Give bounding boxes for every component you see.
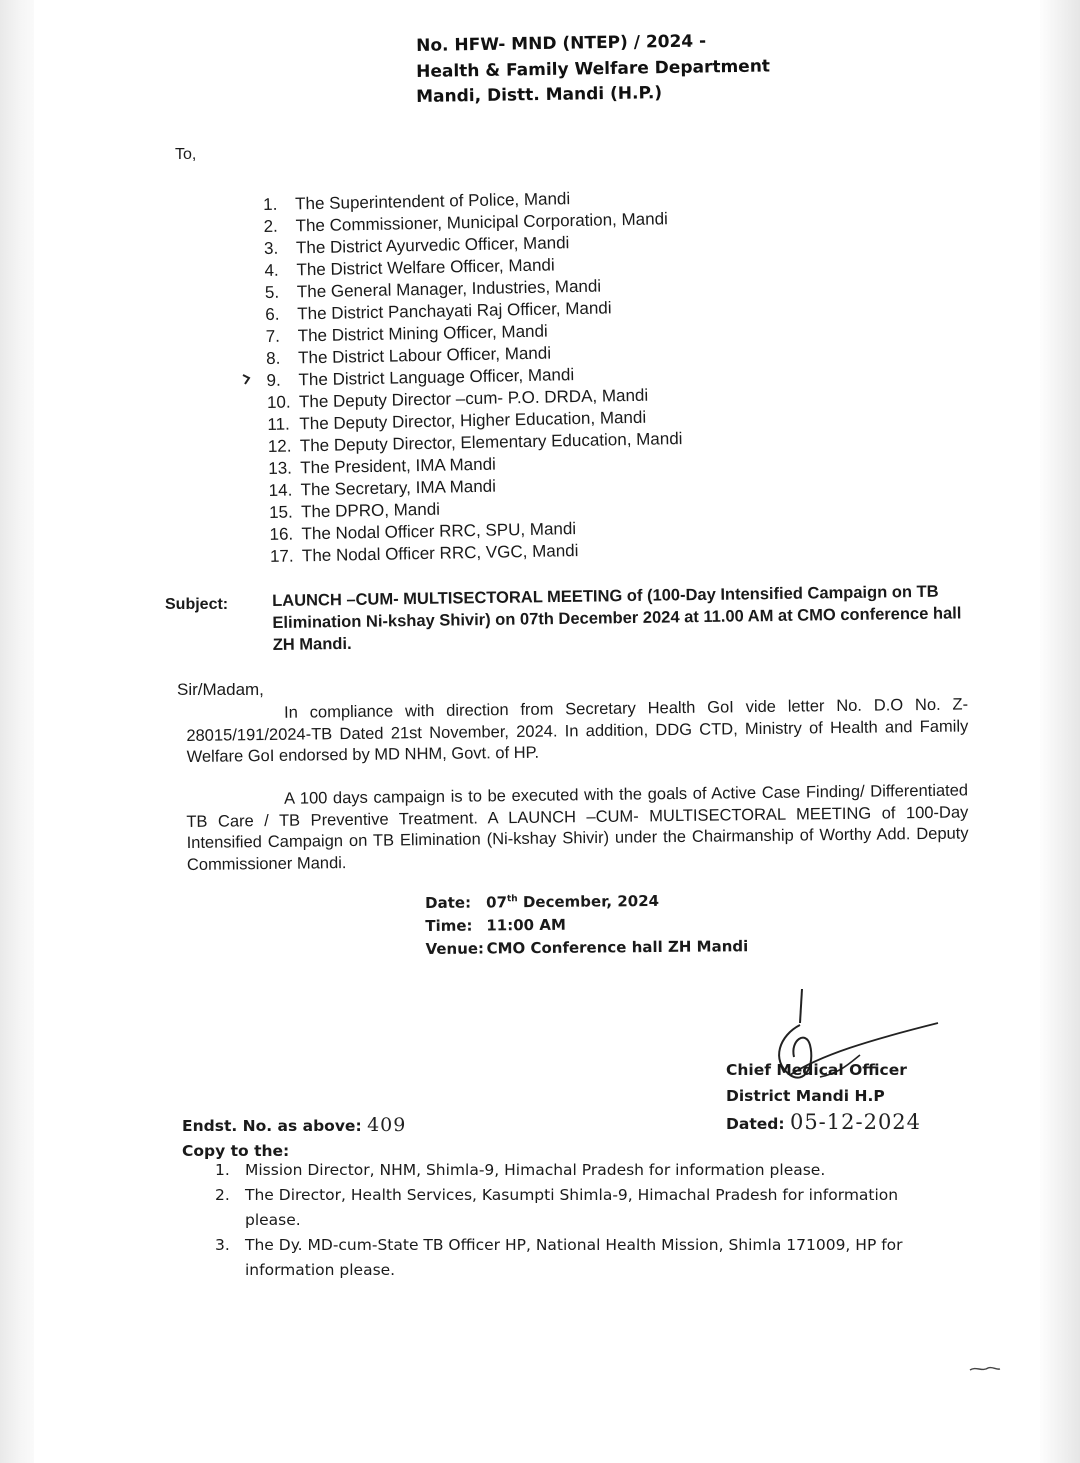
department-name: Health & Family Welfare Department xyxy=(416,56,771,82)
scan-mark xyxy=(968,1362,1002,1376)
meeting-venue-row xyxy=(425,935,748,961)
endorsement-label: Endst. No. as above: xyxy=(182,1117,362,1135)
item-number: 17. xyxy=(269,546,294,566)
paragraph-text: A 100 days campaign is to be executed with the goals of Active Case Finding/ Differentiated TB Care / TB Preventive Treatment. A LAUNCH –CUM- MULTISECTORAL MEETING of 100-Day Intensified Campaign on TB Elimination (Ni-kshay Shivir) under the Chairmanship of Worthy Add. Deputy Commissioner Mandi. xyxy=(186,781,969,874)
item-text: The Deputy Director –cum- P.O. DRDA, Mandi xyxy=(298,385,649,412)
venue-value: CMO Conference hall ZH Mandi xyxy=(486,937,749,958)
item-number: 13. xyxy=(268,458,293,478)
reference-number: No. HFW- MND (NTEP) / 2024 - xyxy=(416,31,707,56)
to-label: To, xyxy=(175,146,197,163)
meeting-date-row xyxy=(425,886,748,915)
salutation: Sir/Madam, xyxy=(177,680,264,699)
dated-label: Dated: xyxy=(726,1115,785,1133)
list-item xyxy=(215,1183,950,1233)
date-suffix: th xyxy=(506,894,518,905)
item-text: Mission Director, NHM, Shimla-9, Himachal Pradesh for information please. xyxy=(245,1161,826,1179)
office-location: Mandi, Distt. Mandi (H.P.) xyxy=(416,83,663,107)
item-text: The Secretary, IMA Mandi xyxy=(300,476,497,500)
item-text: The District Mining Officer, Mandi xyxy=(297,321,548,346)
body-paragraph-2 xyxy=(186,780,969,876)
item-number: 11. xyxy=(267,414,290,434)
item-text: The District Language Officer, Mandi xyxy=(298,365,575,390)
body-paragraph-1 xyxy=(186,694,969,768)
list-item xyxy=(215,1158,950,1183)
copy-to-list xyxy=(215,1158,950,1283)
subject-text: LAUNCH –CUM- MULTISECTORAL MEETING of (100-Day Intensified Campaign on TB Elimination Ni-kshay Shivir) on 07th December 2024 at 11.00 AM at CMO conference hall ZH Mandi. xyxy=(272,582,962,654)
item-number: 14. xyxy=(268,480,293,500)
date-day: 07 xyxy=(486,893,508,912)
item-number: 1. xyxy=(215,1161,230,1179)
item-number: 5. xyxy=(264,282,280,302)
meeting-details xyxy=(425,886,748,961)
item-text: The Deputy Director, Elementary Education, Mandi xyxy=(299,428,683,456)
page-shadow-left xyxy=(0,0,34,1463)
item-number: 3. xyxy=(263,238,279,258)
item-number: 2. xyxy=(263,216,278,236)
dated-value: 05-12-2024 xyxy=(789,1110,922,1134)
item-number: 1. xyxy=(263,194,278,214)
signatory-title: Chief Medical Officer xyxy=(726,1061,907,1079)
item-number: 8. xyxy=(265,348,281,368)
item-text: The Superintendent of Police, Mandi xyxy=(295,189,571,214)
time-value: 11:00 AM xyxy=(486,915,566,935)
meeting-time-row xyxy=(425,912,748,938)
item-text: The District Welfare Officer, Mandi xyxy=(296,255,555,280)
signatory-district: District Mandi H.P xyxy=(726,1087,885,1105)
item-text: The General Manager, Industries, Mandi xyxy=(296,276,602,302)
item-text: The Dy. MD-cum-State TB Officer HP, National Health Mission, Shimla 171009, HP for information please. xyxy=(245,1236,903,1279)
item-text: The District Ayurvedic Officer, Mandi xyxy=(295,233,570,258)
list-item xyxy=(215,1233,950,1283)
item-number: 3. xyxy=(215,1236,230,1254)
copy-to-label: Copy to the: xyxy=(182,1142,290,1160)
item-text: The DPRO, Mandi xyxy=(300,499,441,522)
venue-label: Venue: xyxy=(425,939,485,958)
endorsement-line xyxy=(182,1114,406,1136)
item-text: The Director, Health Services, Kasumpti Shimla-9, Himachal Pradesh for information please. xyxy=(245,1186,899,1229)
item-text: The Nodal Officer RRC, VGC, Mandi xyxy=(301,541,579,566)
date-rest: December, 2024 xyxy=(517,891,660,912)
page-shadow-right xyxy=(1040,0,1080,1463)
endorsement-number: 409 xyxy=(367,1114,407,1136)
item-number: 2. xyxy=(215,1186,230,1204)
signatory-block xyxy=(726,1057,921,1137)
item-number: 4. xyxy=(264,260,279,280)
dated-row xyxy=(726,1109,921,1137)
item-text: The Commissioner, Municipal Corporation, Mandi xyxy=(295,209,668,236)
paragraph-text: In compliance with direction from Secretary Health GoI vide letter No. D.O No. Z-28015/191/2024-TB Dated 21st November, 2024. In addition, DDG CTD, Ministry of Health and Family Welfare GoI endorsed by MD NHM, Govt. of HP. xyxy=(186,695,969,766)
item-text: The District Panchayati Raj Officer, Mandi xyxy=(297,298,612,324)
item-number: 6. xyxy=(265,304,280,324)
time-label: Time: xyxy=(425,916,473,935)
item-number: 7. xyxy=(265,326,281,346)
item-number: 16. xyxy=(269,524,294,544)
item-number: 10. xyxy=(266,392,291,412)
pen-tick-mark xyxy=(240,372,254,386)
item-number: 9. xyxy=(266,370,281,390)
date-label: Date: xyxy=(425,893,472,912)
item-text: The District Labour Officer, Mandi xyxy=(297,343,552,368)
recipient-list xyxy=(263,186,685,568)
subject-label: Subject: xyxy=(165,596,229,613)
item-number: 12. xyxy=(267,436,292,456)
item-text: The President, IMA Mandi xyxy=(300,454,497,478)
item-text: The Nodal Officer RRC, SPU, Mandi xyxy=(301,519,577,544)
item-number: 15. xyxy=(268,502,293,522)
item-text: The Deputy Director, Higher Education, Mandi xyxy=(299,407,647,434)
